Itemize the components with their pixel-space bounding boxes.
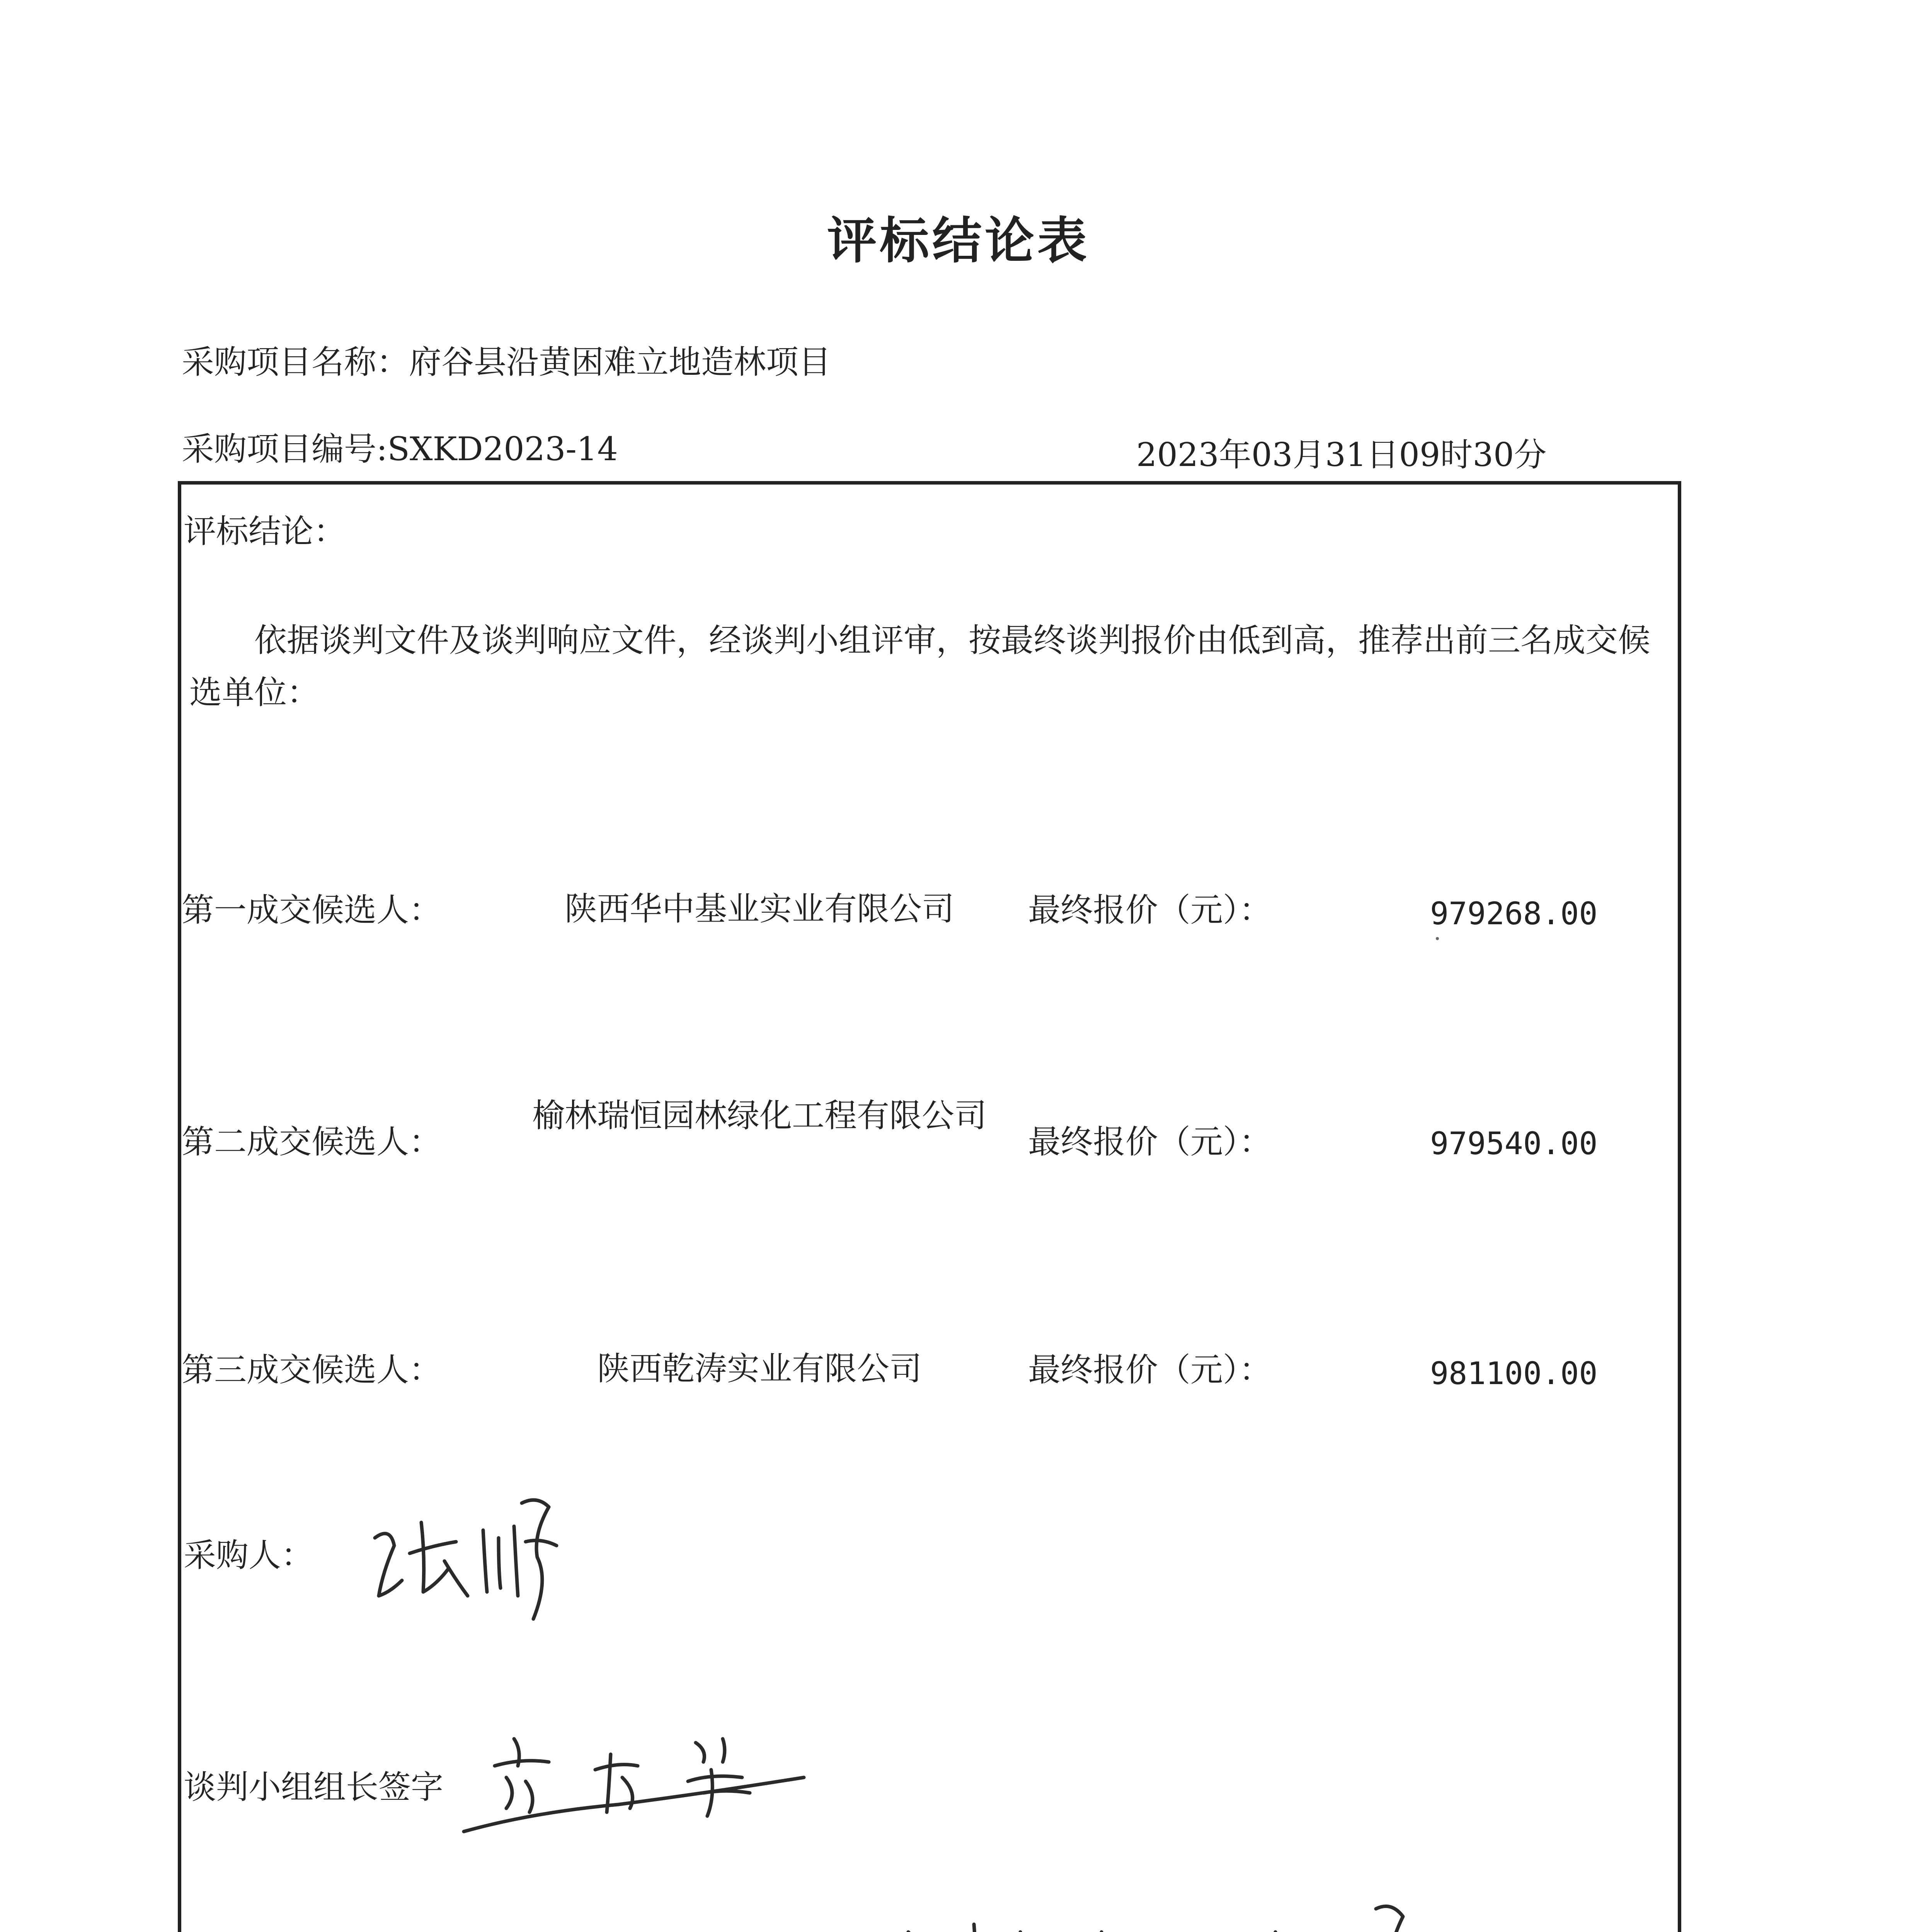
project-no-row (182, 423, 618, 470)
project-name: 府谷县沿黄困难立地造林项目 (409, 343, 831, 381)
candidate-2-rank-label: 第二成交候选人： (182, 1123, 442, 1161)
candidate-3-price: 981100.00 (1430, 1355, 1598, 1391)
purchaser-label: 采购人： (184, 1536, 314, 1574)
candidate-1-rank-label: 第一成交候选人： (182, 891, 442, 929)
conclusion-label: 评标结论： (184, 512, 346, 550)
scan-speck (1436, 937, 1439, 940)
candidate-2-company: 榆林瑞恒园林绿化工程有限公司 (532, 1097, 987, 1134)
member-signature-1 (456, 1917, 866, 1932)
candidate-3-price-label: 最终报价（元）： (1028, 1351, 1272, 1389)
conclusion-text: 依据谈判文件及谈判响应文件，经谈判小组评审，按最终谈判报价由低到高，推荐出前三名成交候选单位： (189, 621, 1651, 711)
candidate-3-company: 陕西乾涛实业有限公司 (597, 1350, 922, 1388)
candidate-1-company: 陕西华中基业实业有限公司 (564, 890, 954, 928)
leader-signature (456, 1716, 835, 1855)
project-no: SXKD2023-14 (387, 430, 618, 468)
leader-label: 谈判小组组长签字 (184, 1768, 444, 1806)
member-signature-2 (885, 1909, 1156, 1932)
project-name-label: 采购项目名称： (182, 343, 409, 381)
project-no-label: 采购项目编号: (182, 430, 388, 468)
candidate-1-price-label: 最终报价（元）： (1028, 891, 1272, 929)
candidate-2-price-label: 最终报价（元）： (1028, 1123, 1272, 1161)
evaluation-datetime: 2023年03月31日09时30分 (1136, 436, 1547, 474)
page-title: 评标结论表 (827, 212, 1090, 270)
candidate-1-price: 979268.00 (1430, 896, 1598, 932)
candidate-2-price: 979540.00 (1430, 1126, 1598, 1162)
member-signature-3 (1221, 1893, 1422, 1932)
purchaser-signature (367, 1480, 568, 1627)
project-name-row (182, 336, 831, 383)
candidate-3-rank-label: 第三成交候选人： (182, 1351, 442, 1389)
